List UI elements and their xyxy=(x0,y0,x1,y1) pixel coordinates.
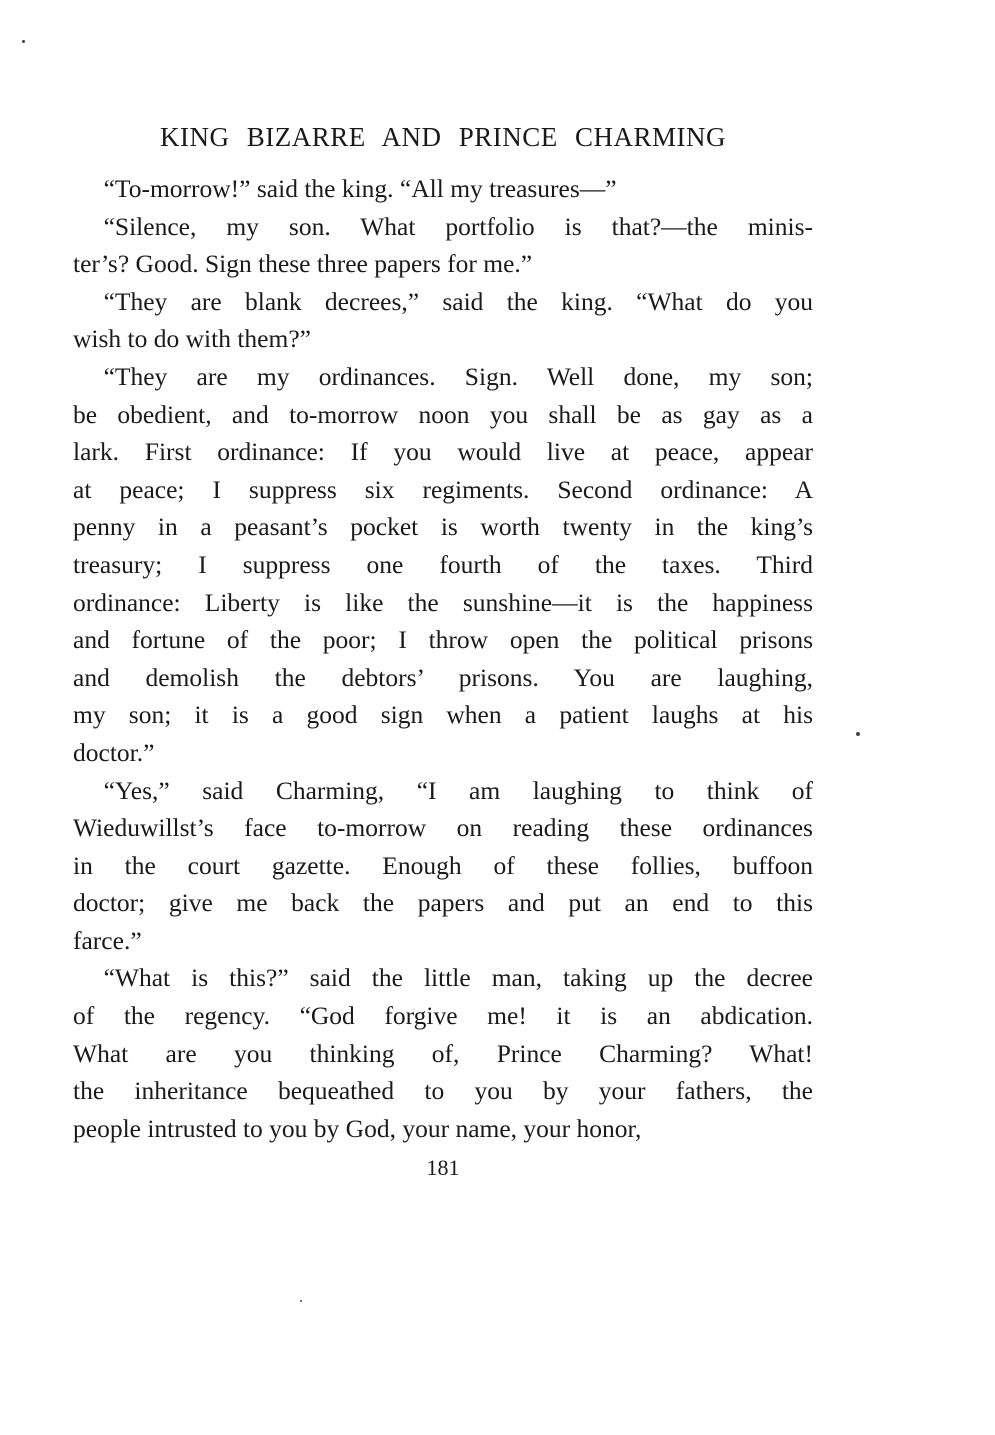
paragraph xyxy=(73,959,813,1147)
paragraph xyxy=(73,358,813,772)
text-line: Wieduwillst’s face to-morrow on reading these ordinances xyxy=(73,813,813,843)
text-line: in the court gazette. Enough of these follies, buffoon xyxy=(73,850,813,880)
book-page xyxy=(73,118,813,1183)
text-line: “They are blank decrees,” said the king. “What do you xyxy=(103,286,813,316)
text-line: “They are my ordinances. Sign. Well done, my son; xyxy=(103,361,813,391)
paragraph xyxy=(73,208,813,283)
text-line: at peace; I suppress six regiments. Second ordinance: A xyxy=(73,474,813,504)
text-line: be obedient, and to-morrow noon you shall be as gay as a xyxy=(73,399,813,429)
text-line: “To-morrow!” said the king. “All my treasures—” xyxy=(103,174,617,203)
text-line: the inheritance bequeathed to you by your fathers, the xyxy=(73,1076,813,1106)
scan-speck xyxy=(856,732,860,736)
text-line: and demolish the debtors’ prisons. You are laughing, xyxy=(73,662,813,692)
text-line: people intrusted to you by God, your name, your honor, xyxy=(73,1113,642,1143)
text-line: and fortune of the poor; I throw open the political prisons xyxy=(73,625,813,655)
text-line: “Yes,” said Charming, “I am laughing to think of xyxy=(103,775,813,805)
scan-speck xyxy=(22,40,25,43)
running-head: KING BIZARRE AND PRINCE CHARMING xyxy=(159,122,727,152)
text-line: “Silence, my son. What portfolio is that?—the minis- xyxy=(103,211,813,241)
text-line: treasury; I suppress one fourth of the taxes. Third xyxy=(73,549,813,579)
text-line: penny in a peasant’s pocket is worth twenty in the king’s xyxy=(73,512,813,542)
paragraph xyxy=(73,283,813,358)
text-line: ter’s? Good. Sign these three papers for me.” xyxy=(73,249,533,279)
scan-speck xyxy=(300,1300,302,1302)
text-line: wish to do with them?” xyxy=(73,324,311,354)
text-line: doctor.” xyxy=(73,737,155,767)
text-line: ordinance: Liberty is like the sunshine—it is the happiness xyxy=(73,587,813,617)
text-line: “What is this?” said the little man, taking up the decree xyxy=(103,963,813,993)
page-number: 181 xyxy=(426,1155,460,1181)
text-line: What are you thinking of, Prince Charming? What! xyxy=(73,1038,813,1068)
text-line: doctor; give me back the papers and put an end to this xyxy=(73,888,813,918)
text-line: lark. First ordinance: If you would live at peace, appear xyxy=(73,437,813,467)
paragraph xyxy=(73,772,813,960)
paragraph xyxy=(73,170,813,208)
text-line: of the regency. “God forgive me! it is an abdication. xyxy=(73,1001,813,1031)
text-line: my son; it is a good sign when a patient laughs at his xyxy=(73,700,813,730)
text-line: farce.” xyxy=(73,925,142,955)
body-text xyxy=(73,170,813,1147)
